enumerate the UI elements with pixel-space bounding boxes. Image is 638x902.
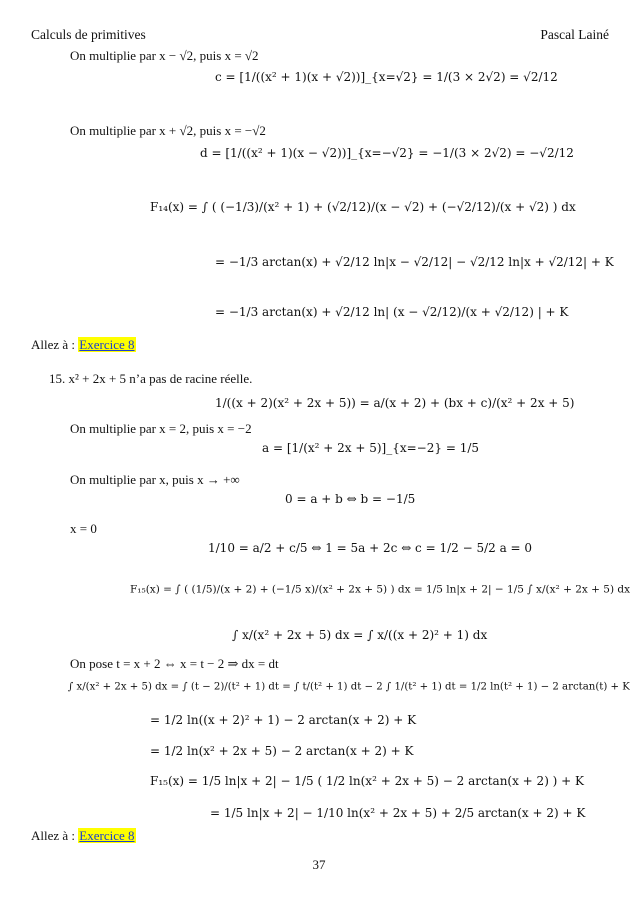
math-line: = −1/3 arctan(x) + √2/12 ln|x − √2/12| − √2/12 ln|x + √2/12| + K [215,255,614,269]
page-number: 37 [312,857,326,872]
math-line: F₁₅(x) = 1/5 ln|x + 2| − 1/5 ( 1/2 ln(x² + 2x + 5) − 2 arctan(x + 2) ) + K [150,774,585,788]
math-line: 15. x² + 2x + 5 n’a pas de racine réelle. [49,371,253,386]
equation-c15 [208,541,532,555]
equation-F14 [150,200,576,214]
equation-a [262,441,479,455]
equation-F14-simplified [215,305,568,319]
math-line: = 1/2 ln((x + 2)² + 1) − 2 arctan(x + 2) + K [150,713,417,727]
exercise-8-link[interactable]: Exercice 8 [79,337,135,352]
text-line [70,472,240,488]
equation-F15-full [150,774,584,788]
exercise-heading [49,371,252,387]
math-line: = 1/2 ln(x² + 2x + 5) − 2 arctan(x + 2) + K [150,744,414,758]
equation-integral [232,628,487,642]
equation-F15 [130,583,630,595]
navigation-line [31,337,136,353]
math-line: On multiplie par x = 2, puis x = −2 [70,421,252,436]
equation-F14-result [215,255,614,269]
math-line: On multiplie par x, puis x → +∞ [70,472,240,487]
equation-substitution [68,680,630,692]
math-line: On multiplie par x + √2, puis x = −√2 [70,123,266,138]
math-line: d = [1/((x² + 1)(x − √2))]_{x=−√2} = −1/(3 × 2√2) = −√2/12 [200,146,574,160]
allez-prefix: Allez à : [31,828,79,843]
math-line: c = [1/((x² + 1)(x + √2))]_{x=√2} = 1/(3 × 2√2) = √2/12 [215,70,558,84]
allez-prefix: Allez à : [31,337,79,352]
equation-decomposition [215,396,574,410]
equation-F15-final [210,806,585,820]
equation-c [215,70,558,84]
text-line [70,123,266,139]
header-title: Calculs de primitives [31,27,146,42]
text-line [70,421,252,437]
math-line: On pose t = x + 2 ⇔ x = t − 2 ⇒ dx = dt [70,656,279,671]
equation-sub-result2 [150,744,413,758]
navigation-line [31,828,136,844]
math-line: 0 = a + b ⇔ b = −1/5 [285,492,416,506]
math-line: On multiplie par x − √2, puis x = √2 [70,48,259,63]
equation-sub-result1 [150,713,416,727]
text-line [70,521,97,537]
equation-b [285,492,415,506]
header-author: Pascal Lainé [540,27,609,42]
exercise-8-link[interactable]: Exercice 8 [79,828,135,843]
math-line: F₁₄(x) = ∫ ( (−1/3)/(x² + 1) + (√2/12)/(x − √2) + (−√2/12)/(x + √2) ) dx [150,200,576,214]
math-line: 1/((x + 2)(x² + 2x + 5)) = a/(x + 2) + (bx + c)/(x² + 2x + 5) [215,396,575,410]
math-line: = 1/5 ln|x + 2| − 1/10 ln(x² + 2x + 5) + 2/5 arctan(x + 2) + K [210,806,586,820]
math-line: = −1/3 arctan(x) + √2/12 ln| (x − √2/12)/(x + √2/12) | + K [215,305,569,319]
math-line: x = 0 [70,521,97,536]
math-line: ∫ x/(x² + 2x + 5) dx = ∫ x/((x + 2)² + 1) dx [232,628,488,642]
math-line: F₁₅(x) = ∫ ( (1/5)/(x + 2) + (−1/5 x)/(x² + 2x + 5) ) dx = 1/5 ln|x + 2| − 1/5 ∫ x/(x² + 2x + 5) dx [130,582,631,596]
math-line: 1/10 = a/2 + c/5 ⇔ 1 = 5a + 2c ⇔ c = 1/2 − 5/2 a = 0 [208,541,533,555]
math-line: a = [1/(x² + 2x + 5)]_{x=−2} = 1/5 [262,441,480,455]
equation-d [200,146,574,160]
text-line [70,48,259,64]
text-line [70,656,279,672]
math-line: ∫ x/(x² + 2x + 5) dx = ∫ (t − 2)/(t² + 1) dt = ∫ t/(t² + 1) dt − 2 ∫ 1/(t² + 1) dt = 1/2 ln(t² + 1) − 2 arctan(t) + K [68,680,630,692]
